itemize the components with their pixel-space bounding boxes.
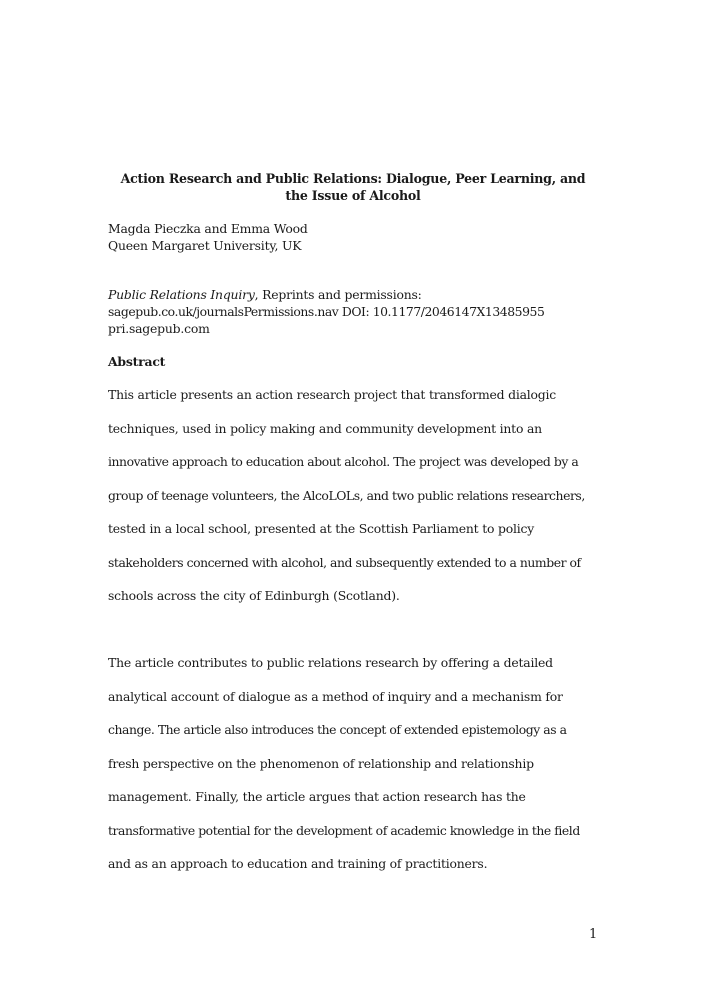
publication-line-2: sagepub.co.uk/journalsPermissions.nav DOI: 10.1177/2046147X13485955	[108, 304, 545, 319]
abstract-p1-line: stakeholders concerned with alcohol, and subsequently extended to a number of	[108, 555, 581, 570]
publication-line-1	[108, 287, 422, 303]
authors: Magda Pieczka and Emma Wood	[108, 221, 308, 236]
affiliation: Queen Margaret University, UK	[108, 238, 302, 253]
abstract-p1-line: This article presents an action research project that transformed dialogic	[108, 387, 557, 402]
page-number: 1	[589, 927, 598, 942]
abstract-p1-line: schools across the city of Edinburgh (Scotland).	[108, 588, 400, 603]
abstract-p1-line: group of teenage volunteers, the AlcoLOLs, and two public relations researchers,	[108, 488, 585, 503]
abstract-p1-line: techniques, used in policy making and community development into an	[108, 421, 542, 436]
journal-name: Public Relations Inquiry	[108, 287, 255, 302]
abstract-p1-line: innovative approach to education about alcohol. The project was developed by a	[108, 454, 579, 469]
abstract-p2-line: change. The article also introduces the concept of extended epistemology as a	[108, 722, 567, 737]
abstract-p2-line: analytical account of dialogue as a method of inquiry and a mechanism for	[108, 689, 563, 704]
abstract-heading: Abstract	[108, 354, 166, 369]
abstract-p2-line: The article contributes to public relations research by offering a detailed	[108, 655, 553, 670]
abstract-p2-line: management. Finally, the article argues that action research has the	[108, 789, 526, 804]
reprints-text: , Reprints and permissions:	[254, 287, 422, 302]
abstract-p2-line: and as an approach to education and training of practitioners.	[108, 856, 488, 871]
publication-line-3: pri.sagepub.com	[108, 321, 210, 336]
abstract-p1-line: tested in a local school, presented at the Scottish Parliament to policy	[108, 521, 535, 536]
abstract-p2-line: fresh perspective on the phenomenon of relationship and relationship	[108, 756, 534, 771]
abstract-p2-line: transformative potential for the development of academic knowledge in the field	[108, 823, 580, 838]
paper-title: Action Research and Public Relations: Dialogue, Peer Learning, and the Issue of Alcohol	[120, 171, 586, 203]
